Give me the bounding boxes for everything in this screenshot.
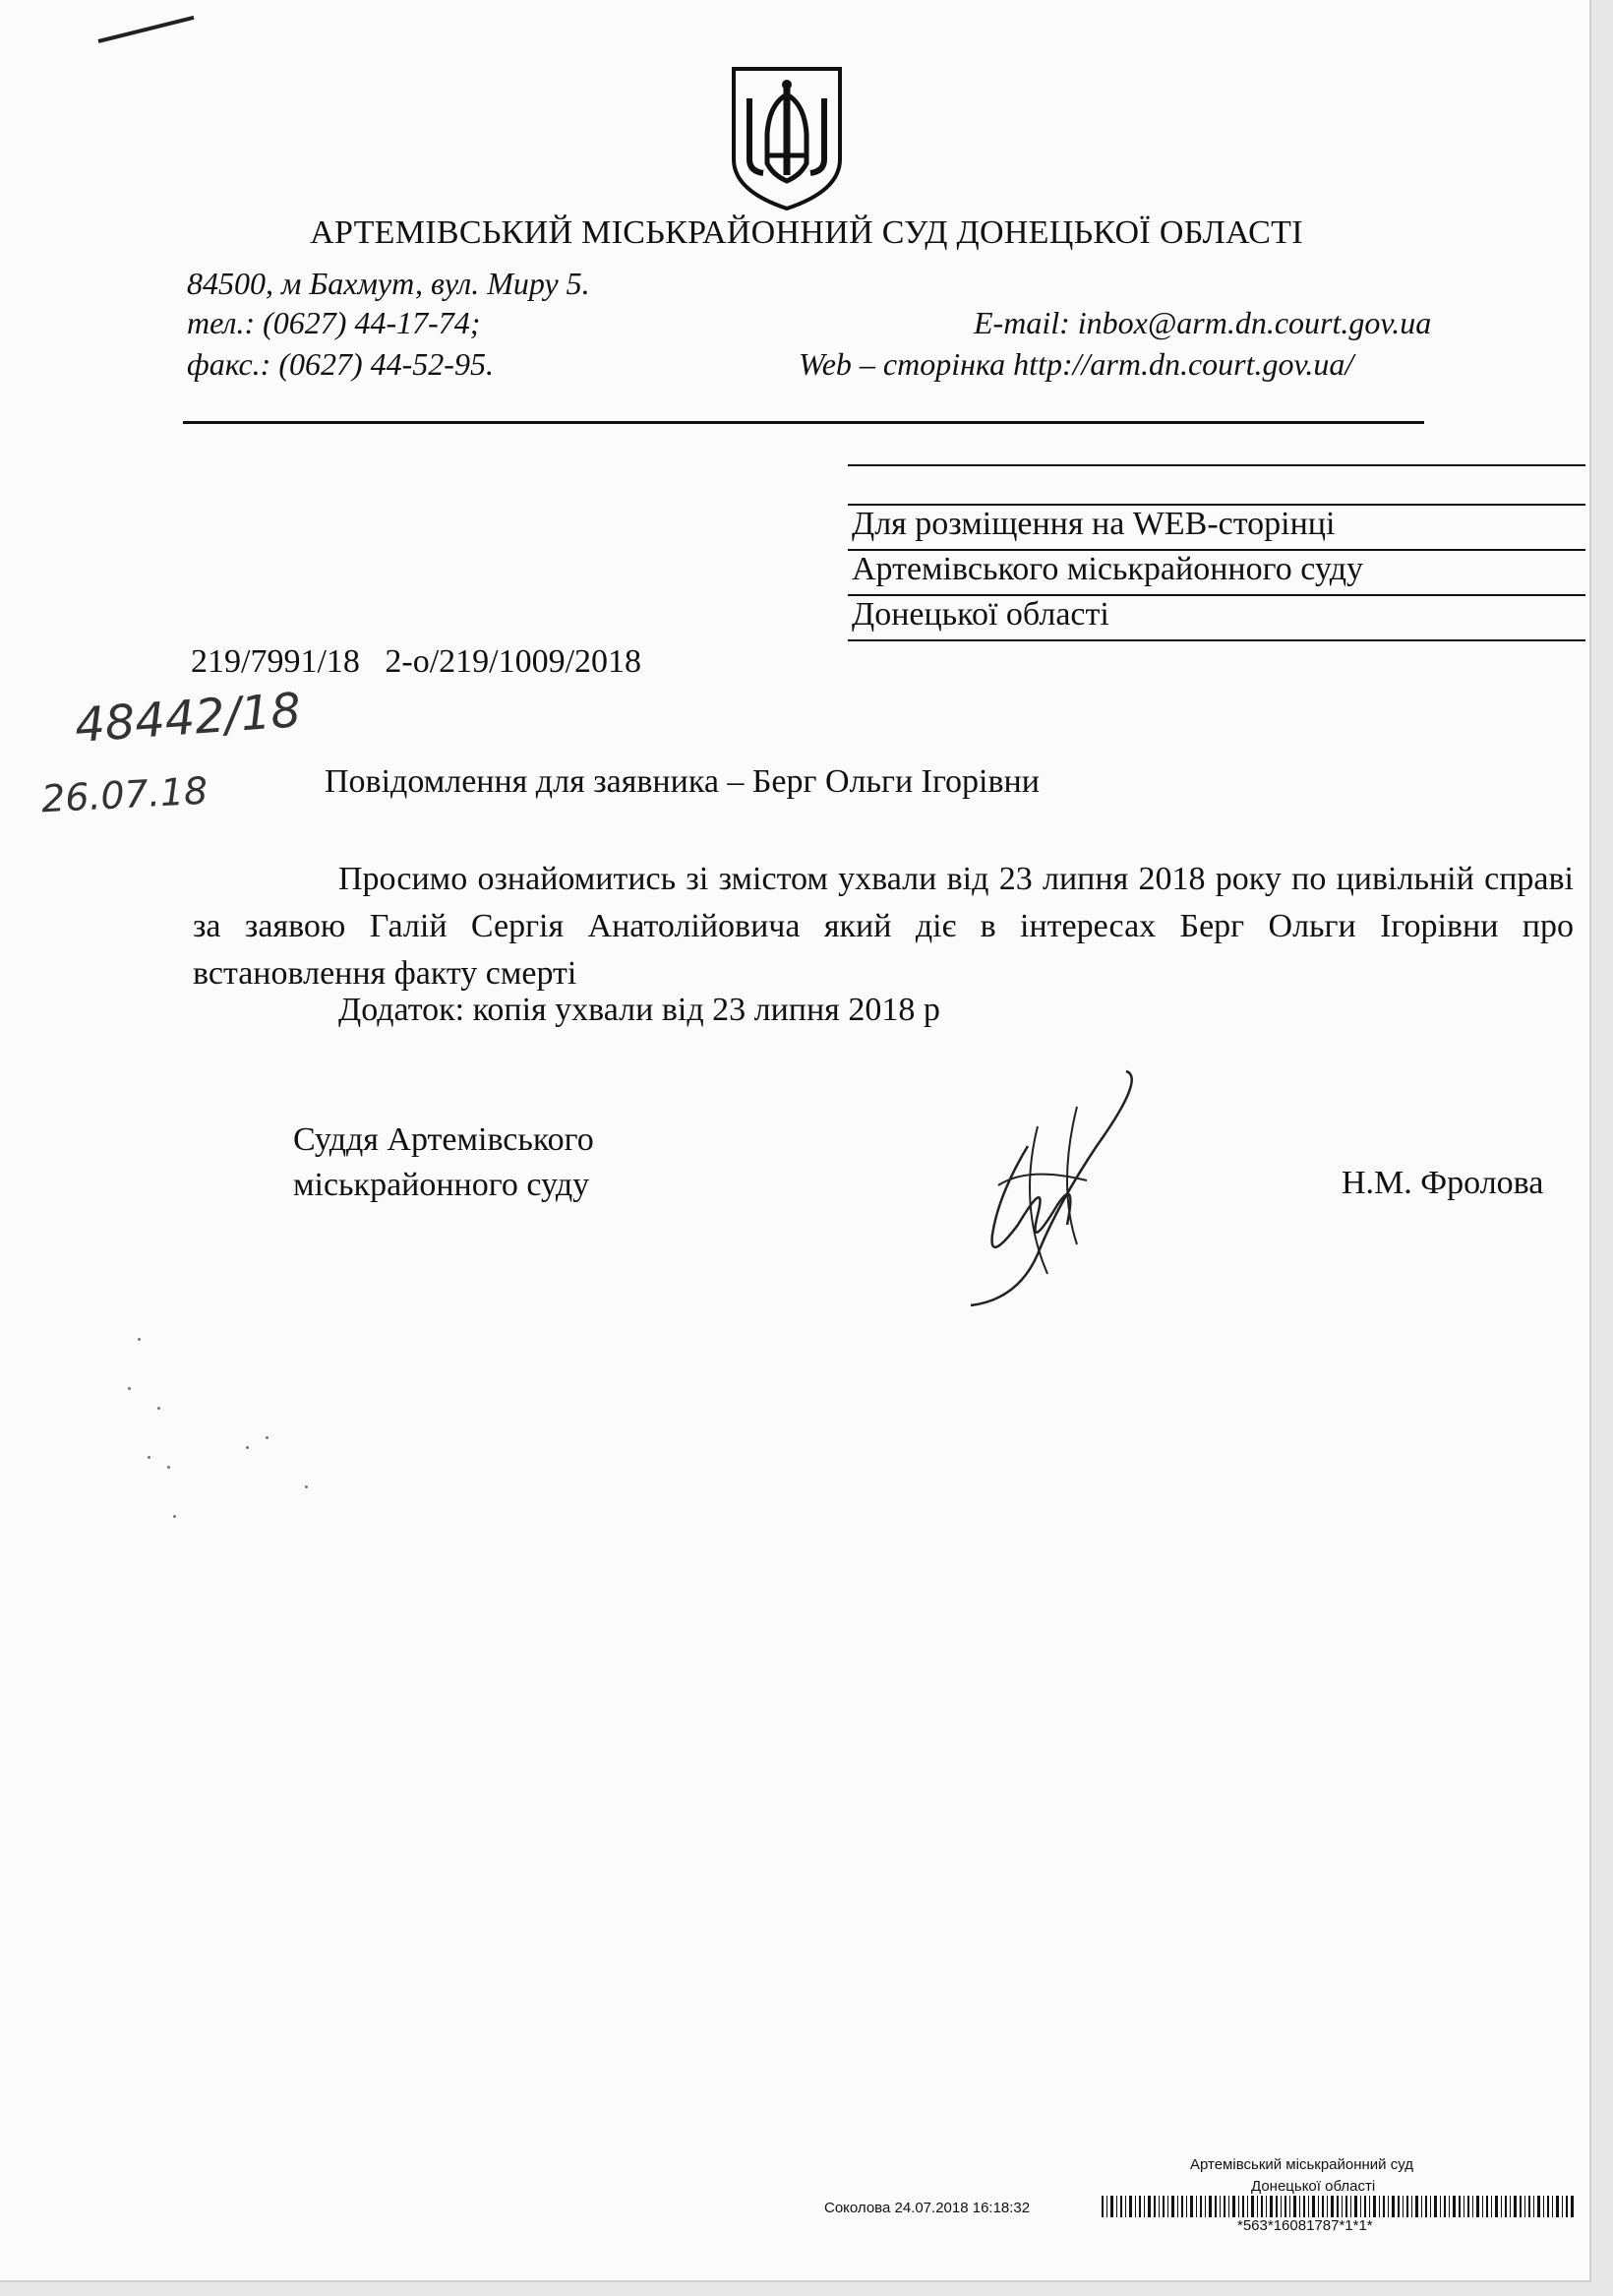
court-address: 84500, м Бахмут, вул. Миру 5. <box>187 266 590 301</box>
recipient-underline <box>848 639 1585 641</box>
notice-body: Просимо ознайомитись зі змістом ухвали від 23 липня 2018 року по цивільній справі за заявою Галій Сергія Анатолійовича який діє в інтересах Берг Ольги Ігорівни про встановлення факту смерті <box>193 861 1574 992</box>
handwritten-dash-mark <box>98 16 195 43</box>
attachment-note: Додаток: копія ухвали від 23 липня 2018 р <box>338 992 940 1028</box>
recipient-line-2: Артемівського міськрайонного суду <box>852 551 1364 587</box>
stamp-org-line-1: Артемівський міськрайонний суд <box>1190 2156 1413 2173</box>
stamp-org-line-2: Донецької області <box>1251 2178 1376 2195</box>
scan-noise <box>118 1328 315 1525</box>
court-phone: тел.: (0627) 44-17-74; <box>187 305 481 340</box>
handwritten-signature <box>959 1067 1161 1308</box>
court-email: E-mail: inbox@arm.dn.court.gov.ua <box>974 305 1432 340</box>
registration-stamp <box>806 2150 1583 2239</box>
barcode <box>1102 2196 1574 2217</box>
court-name-header: АРТЕМІВСЬКИЙ МІСЬКРАЙОННИЙ СУД ДОНЕЦЬКОЇ ОБЛАСТІ <box>310 214 1303 251</box>
barcode-text: *563*16081787*1*1* <box>1237 2217 1373 2234</box>
recipient-blank-line <box>848 464 1585 466</box>
recipient-line-1: Для розміщення на WEB-сторінці <box>852 506 1336 542</box>
judge-title-line-1: Суддя Артемівського <box>293 1121 594 1158</box>
judge-title-line-2: міськрайонного суду <box>293 1167 590 1203</box>
court-fax: факс.: (0627) 44-52-95. <box>187 346 494 382</box>
judge-name: Н.М. Фролова <box>1342 1165 1544 1201</box>
recipient-line-3: Донецької області <box>852 596 1109 633</box>
handwritten-registration-number: 48442/18 <box>73 683 303 754</box>
stamp-operator-timestamp: Соколова 24.07.2018 16:18:32 <box>824 2200 1031 2216</box>
handwritten-date: 26.07.18 <box>39 768 209 821</box>
header-divider <box>183 421 1424 424</box>
court-web: Web – сторінка http://arm.dn.court.gov.ua/ <box>799 346 1354 382</box>
case-numbers: 219/7991/18 2-о/219/1009/2018 <box>191 643 642 680</box>
notice-subject: Повідомлення для заявника – Берг Ольги Ігорівни <box>325 763 1040 800</box>
coat-of-arms-icon <box>728 65 846 212</box>
